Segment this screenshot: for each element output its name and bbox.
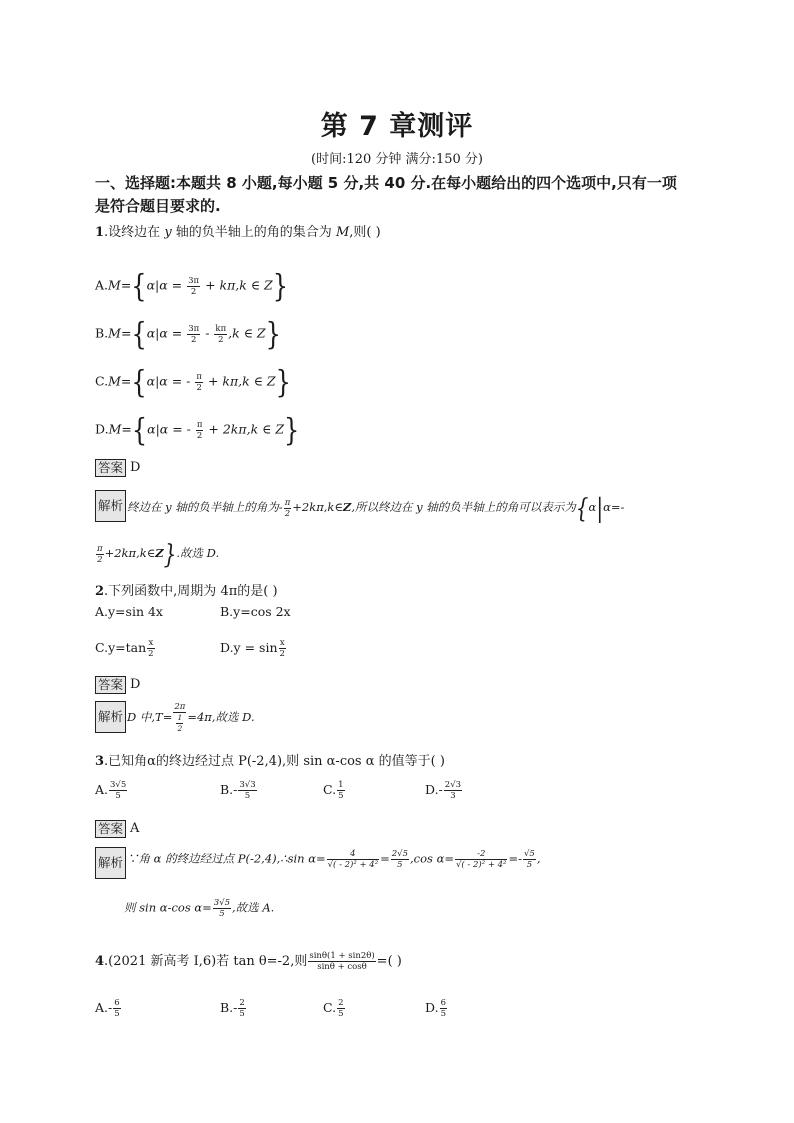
question-3-option-b[interactable]: B.- $\frac{3√3}{5}$ [220,780,256,801]
page-title: 第 7 章测评 [320,111,474,142]
question-2-option-c[interactable]: C.y=tan $\frac{x}{2}$ [95,638,154,659]
question-4-stem: 4.(2021 新高考 Ⅰ,6)若 tan θ=-2,则 $\frac{\sin\theta(1 + \sin 2\theta)}{\sin\theta + \cos\theta}$ =( ) [95,951,402,972]
question-3-analysis-line1: ∵角 α 的终边经过点 P(-2,4),∴sin α= $\frac{4}{\text{√( - 2)² + 4²}}$ = $\frac{2√5}{5}$ ,cos α= $\frac{-2}{\text{√( - 2)² + 4²}}$ =- $\frac{√5}{5}$ , [127,849,541,870]
question-3-stem: 3.已知角α的终边经过点 P(-2,4),则 sin α-cos α 的值等于( ) [95,754,445,769]
answer-label: 答案 [95,676,126,694]
answer-label: 答案 [95,820,126,838]
question-1-analysis-line1: 终边在 y 轴的负半轴上的角为- $\frac{\pi}{2}$ +2kπ,k∈Z,所以终边在 y 轴的负半轴上的角可以表示为{α|α=- [127,492,625,524]
question-1-option-b[interactable]: B.M={α|α = $\frac{3\pi}{2}$ - $\frac{k\pi}{2}$ ,k ∈ Z} [95,315,281,353]
question-3-analysis-line2: 则 sin α-cos α= $\frac{3√5}{5}$ ,故选 A. [124,898,275,919]
analysis-label: 解析 [95,490,126,522]
question-3-option-d[interactable]: D.- $\frac{2√3}{3}$ [425,780,462,801]
question-3-option-c[interactable]: C. $\frac{1}{5}$ [323,780,344,801]
question-1-option-d[interactable]: D.M={α|α = - $\frac{\pi}{2}$ + 2kπ,k ∈ Z} [95,411,300,449]
question-1-option-c[interactable]: C.M={α|α = - $\frac{\pi}{2}$ + kπ,k ∈ Z} [95,363,291,401]
question-2-option-a[interactable]: A.y=sin 4x [95,604,163,619]
question-4-option-d[interactable]: D. $\frac{6}{5}$ [425,998,446,1019]
question-3-answer: A [130,821,140,836]
question-1-answer: D [130,460,141,475]
question-2-stem: 2.下列函数中,周期为 4π的是( ) [95,584,278,599]
question-2-option-d[interactable]: D.y = sin $\frac{x}{2}$ [220,638,285,659]
analysis-label: 解析 [95,701,126,733]
section-heading-line1: 一、选择题:本题共 8 小题,每小题 5 分,共 40 分.在每小题给出的四个选项中,只有一项 [95,174,677,192]
exam-info: (时间:120 分钟 满分:150 分) [311,152,483,167]
question-1-option-a[interactable]: A.M={α|α = $\frac{3\pi}{2}$ + kπ,k ∈ Z} [95,267,289,305]
question-3-option-a[interactable]: A. $\frac{3√5}{5}$ [95,780,127,801]
section-heading-line2: 是符合题目要求的. [95,197,221,215]
question-4-option-c[interactable]: C. $\frac{2}{5}$ [323,998,344,1019]
question-2-option-b[interactable]: B.y=cos 2x [220,604,291,619]
question-1-analysis-line2: $\frac{\pi}{2}$ +2kπ,k∈Z}.故选 D. [97,538,220,570]
analysis-label: 解析 [95,847,126,879]
question-2-analysis: D 中,T= $\frac{2\pi}{\frac{1}{2}}$ =4π,故选 D. [127,702,255,733]
question-2-answer: D [130,677,141,692]
question-4-option-a[interactable]: A.- $\frac{6}{5}$ [95,998,120,1019]
answer-label: 答案 [95,459,126,477]
question-4-option-b[interactable]: B.- $\frac{2}{5}$ [220,998,245,1019]
question-1-stem: 1.设终边在 y 轴的负半轴上的角的集合为 M,则( ) [95,225,381,240]
